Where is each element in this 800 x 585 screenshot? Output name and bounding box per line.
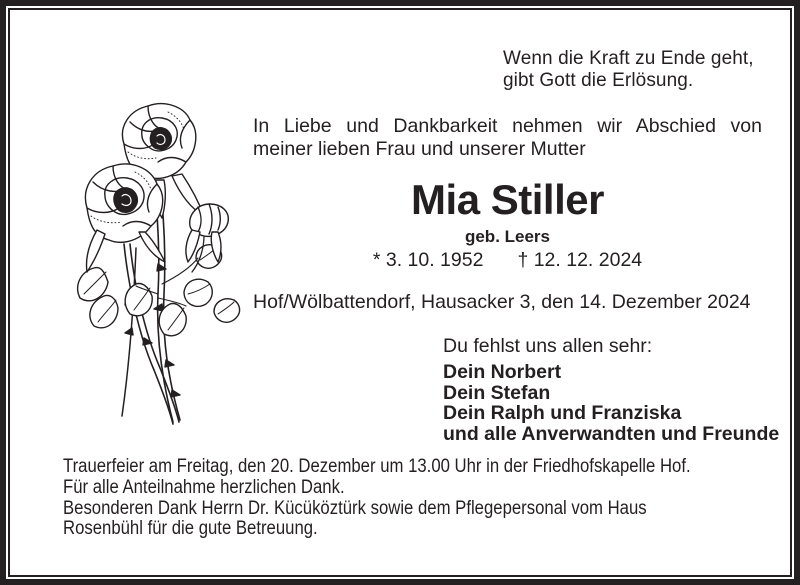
mourner-line: Dein Stefan — [443, 381, 551, 404]
life-dates — [253, 249, 762, 271]
intro-line-2: meiner lieben Frau und unserer Mutter — [253, 137, 586, 160]
intro-text — [253, 115, 762, 160]
mourner-line: und alle Anverwandten und Freunde — [443, 422, 780, 445]
deceased-block — [253, 176, 762, 271]
funeral-info-line: Für alle Anteilnahme herzlichen Dank. — [63, 476, 345, 498]
memorial-verse — [503, 48, 754, 92]
death-date: † 12. 12. 2024 — [517, 249, 643, 271]
verse-line-1: Wenn die Kraft zu Ende geht, — [503, 48, 754, 69]
intro-line-1: In Liebe und Dankbarkeit nehmen wir Abschied von — [253, 115, 762, 137]
roses-illustration-icon — [74, 98, 249, 433]
place-date-line: Hof/Wölbattendorf, Hausacker 3, den 14. Dezember 2024 — [253, 291, 751, 313]
farewell-block — [443, 335, 779, 444]
funeral-info-line: Rosenbühl für die gute Betreuung. — [63, 518, 318, 540]
deceased-name: Mia Stiller — [411, 176, 604, 223]
mourner-line: Dein Ralph und Franziska — [443, 402, 682, 424]
maiden-name: geb. Leers — [464, 227, 551, 246]
mourner-line: Dein Norbert — [443, 361, 562, 383]
funeral-info-line: Trauerfeier am Freitag, den 20. Dezember um 13.00 Uhr in der Friedhofskapelle Hof. — [63, 456, 691, 477]
funeral-info-block — [63, 457, 749, 540]
farewell-heading: Du fehlst uns allen sehr: — [443, 335, 653, 357]
birth-date: * 3. 10. 1952 — [372, 249, 484, 271]
verse-line-2: gibt Gott die Erlösung. — [503, 70, 694, 91]
funeral-info-line: Besonderen Dank Herrn Dr. Kücüköztürk sowie dem Pflegepersonal vom Haus — [63, 497, 647, 519]
mourners-list — [443, 362, 779, 444]
